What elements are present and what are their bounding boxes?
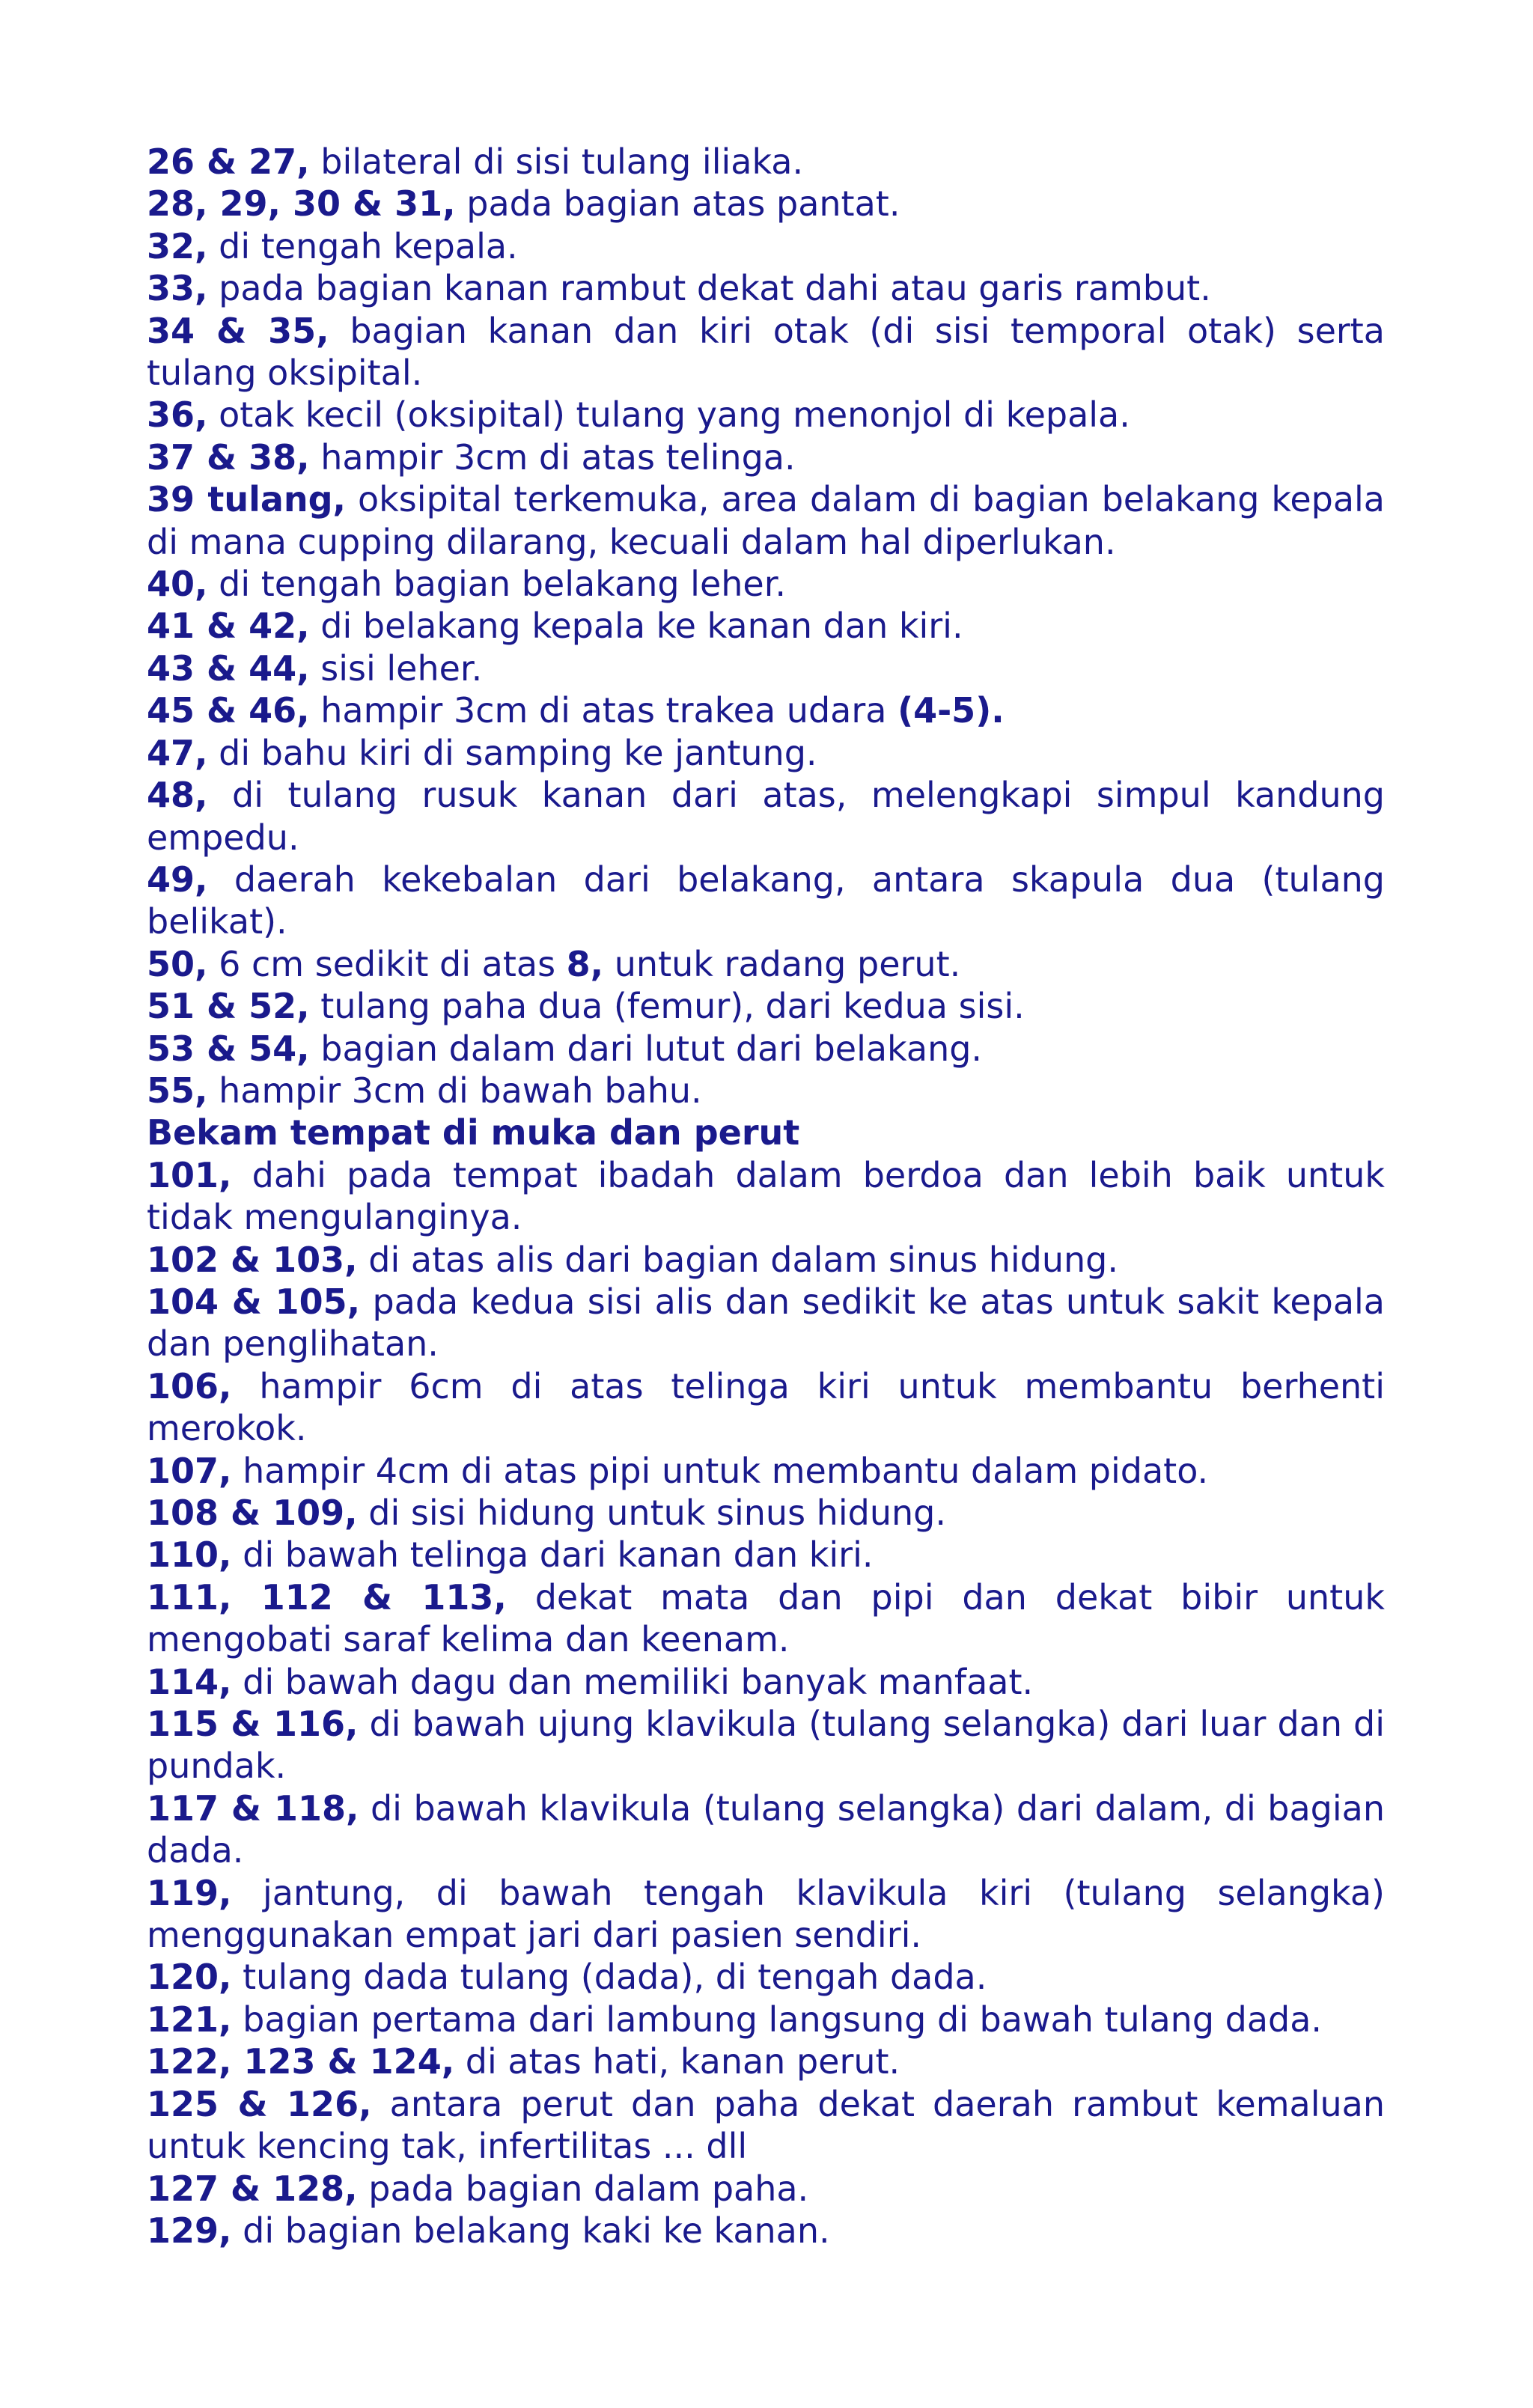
list-item: 111, 112 & 113, dekat mata dan pipi dan dekat bibir untuk mengobati saraf kelima dan keenam. — [147, 1576, 1386, 1660]
list-item: 34 & 35, bagian kanan dan kiri otak (di sisi temporal otak) serta tulang oksipital. — [147, 310, 1385, 394]
list-item: 115 & 116, di bawah ujung klavikula (tulang selangka) dari luar dan di pundak. — [147, 1704, 1385, 1787]
list-item: 32, di tengah kepala. — [147, 225, 518, 266]
list-item: 119, jantung, di bawah tengah klavikula kiri (tulang selangka) menggunakan empat jari dari pasien sendiri. — [147, 1872, 1386, 1956]
section-heading: Bekam tempat di muka dan perut — [147, 1112, 800, 1153]
list-item: 127 & 128, pada bagian dalam paha. — [147, 2168, 809, 2209]
list-item: 45 & 46, hampir 3cm di atas trakea udara (4-5). — [147, 690, 1005, 731]
list-item: 39 tulang, oksipital terkemuka, area dalam di bagian belakang kepala di mana cupping dilarang, kecuali dalam hal diperlukan. — [147, 479, 1385, 562]
list-item: 104 & 105, pada kedua sisi alis dan sedikit ke atas untuk sakit kepala dan penglihatan. — [147, 1281, 1385, 1365]
list-item: 121, bagian pertama dari lambung langsung di bawah tulang dada. — [147, 1999, 1323, 2040]
list-item: 47, di bahu kiri di samping ke jantung. — [147, 732, 817, 773]
list-item: 102 & 103, di atas alis dari bagian dalam sinus hidung. — [147, 1239, 1118, 1280]
list-item: 55, hampir 3cm di bawah bahu. — [147, 1070, 702, 1111]
list-item: 129, di bagian belakang kaki ke kanan. — [147, 2210, 830, 2251]
list-item: 114, di bawah dagu dan memiliki banyak manfaat. — [147, 1661, 1034, 1702]
list-item: 49, daerah kekebalan dari belakang, antara skapula dua (tulang belikat). — [147, 859, 1385, 942]
list-item: 122, 123 & 124, di atas hati, kanan perut. — [147, 2041, 900, 2082]
list-item: 110, di bawah telinga dari kanan dan kiri. — [147, 1534, 874, 1576]
document-page — [147, 141, 1385, 2252]
list-item: 33, pada bagian kanan rambut dekat dahi atau garis rambut. — [147, 268, 1211, 309]
list-item: 117 & 118, di bawah klavikula (tulang selangka) dari dalam, di bagian dada. — [147, 1787, 1385, 1871]
list-item: 36, otak kecil (oksipital) tulang yang menonjol di kepala. — [147, 394, 1130, 436]
list-item: 51 & 52, tulang paha dua (femur), dari kedua sisi. — [147, 986, 1025, 1027]
list-item: 125 & 126, antara perut dan paha dekat daerah rambut kemaluan untuk kencing tak, infertilitas ... dll — [147, 2083, 1385, 2167]
list-item: 120, tulang dada tulang (dada), di tengah dada. — [147, 1957, 987, 1998]
list-item: 48, di tulang rusuk kanan dari atas, melengkapi simpul kandung empedu. — [147, 775, 1385, 858]
list-item: 43 & 44, sisi leher. — [147, 647, 483, 689]
list-item: 40, di tengah bagian belakang leher. — [147, 564, 787, 605]
list-item: 108 & 109, di sisi hidung untuk sinus hidung. — [147, 1493, 946, 1533]
list-item: 50, 6 cm sedikit di atas 8, untuk radang perut. — [147, 943, 961, 984]
list-item: 101, dahi pada tempat ibadah dalam berdoa dan lebih baik untuk tidak mengulanginya. — [147, 1154, 1386, 1238]
list-item: 26 & 27, bilateral di sisi tulang iliaka. — [147, 141, 804, 182]
list-item: 106, hampir 6cm di atas telinga kiri untuk membantu berhenti merokok. — [147, 1365, 1385, 1449]
list-item: 37 & 38, hampir 3cm di atas telinga. — [147, 436, 796, 478]
list-item: 107, hampir 4cm di atas pipi untuk membantu dalam pidato. — [147, 1450, 1209, 1491]
list-item: 41 & 42, di belakang kepala ke kanan dan kiri. — [147, 606, 963, 647]
list-item: 28, 29, 30 & 31, pada bagian atas pantat. — [147, 183, 900, 225]
list-item: 53 & 54, bagian dalam dari lutut dari belakang. — [147, 1028, 983, 1069]
